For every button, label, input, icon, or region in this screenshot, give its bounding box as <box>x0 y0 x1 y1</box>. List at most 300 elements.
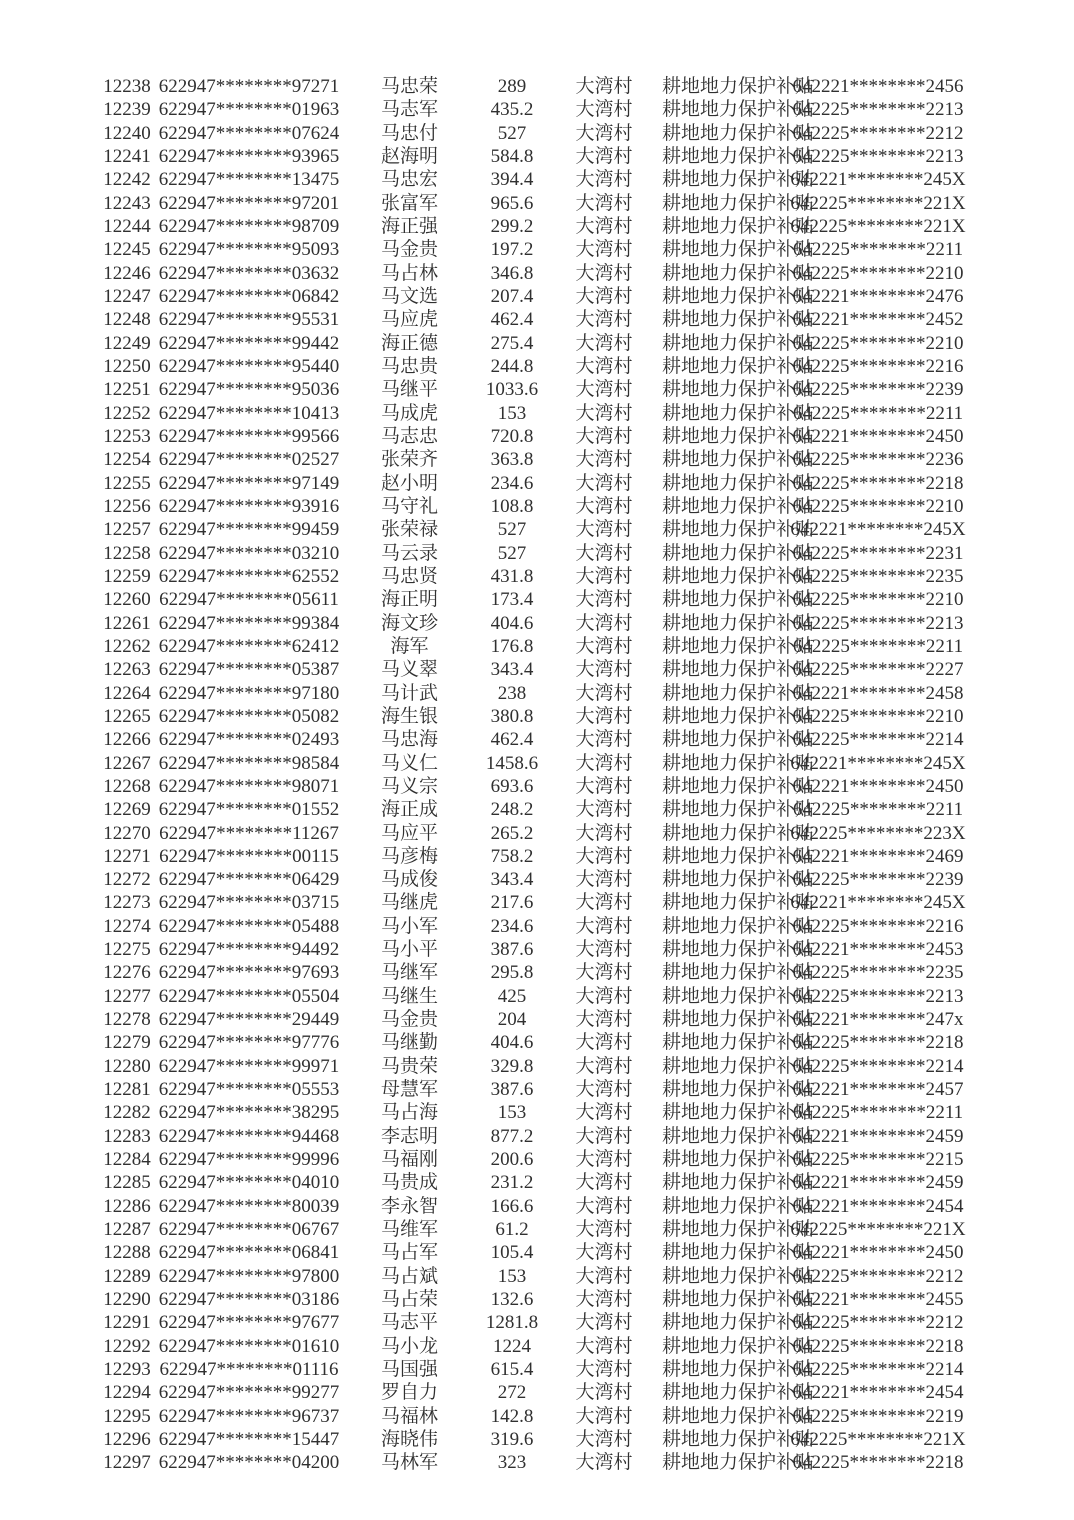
cell-village: 大湾村 <box>575 542 633 564</box>
cell-amount: 1224 <box>493 1335 531 1357</box>
cell-subsidy-type: 耕地地力保护补贴 <box>662 589 815 611</box>
cell-bank-account: 642221********2476 <box>792 285 964 307</box>
cell-name: 马彦梅 <box>380 845 438 867</box>
cell-bank-account: 642225********2216 <box>792 355 964 377</box>
cell-village: 大湾村 <box>575 822 633 844</box>
cell-row-number: 12265 <box>103 705 151 727</box>
cell-bank-account: 642225********2211 <box>792 402 964 424</box>
cell-village: 大湾村 <box>575 495 633 517</box>
cell-name: 马占斌 <box>380 1265 438 1287</box>
table-row <box>0 565 1074 588</box>
cell-amount: 173.4 <box>490 589 534 611</box>
cell-name: 海正强 <box>380 215 438 237</box>
cell-row-number: 12264 <box>103 682 151 704</box>
cell-bank-account: 642221********2458 <box>792 682 964 704</box>
cell-subsidy-type: 耕地地力保护补贴 <box>662 915 815 937</box>
cell-village: 大湾村 <box>575 379 633 401</box>
cell-id-number: 622947********03186 <box>158 1289 340 1311</box>
cell-row-number: 12249 <box>103 332 151 354</box>
cell-subsidy-type: 耕地地力保护补贴 <box>662 1219 815 1241</box>
table-row <box>0 588 1074 611</box>
cell-name: 马占海 <box>380 1102 438 1124</box>
cell-subsidy-type: 耕地地力保护补贴 <box>662 1009 815 1031</box>
cell-subsidy-type: 耕地地力保护补贴 <box>662 332 815 354</box>
cell-id-number: 622947********62552 <box>158 565 340 587</box>
cell-amount: 1281.8 <box>485 1312 539 1334</box>
cell-row-number: 12247 <box>103 285 151 307</box>
cell-bank-account: 642225********2219 <box>792 1405 964 1427</box>
cell-subsidy-type: 耕地地力保护补贴 <box>662 1359 815 1381</box>
table-row <box>0 1381 1074 1404</box>
cell-row-number: 12250 <box>103 355 151 377</box>
cell-name: 海文珍 <box>380 612 438 634</box>
cell-bank-account: 642225********2210 <box>792 495 964 517</box>
cell-bank-account: 642225********2218 <box>792 1032 964 1054</box>
cell-village: 大湾村 <box>575 1405 633 1427</box>
cell-row-number: 12239 <box>103 99 151 121</box>
cell-bank-account: 642221********2455 <box>792 1289 964 1311</box>
cell-subsidy-type: 耕地地力保护补贴 <box>662 519 815 541</box>
cell-village: 大湾村 <box>575 659 633 681</box>
cell-name: 马文选 <box>380 285 438 307</box>
cell-row-number: 12279 <box>103 1032 151 1054</box>
cell-bank-account: 642225********2218 <box>792 1335 964 1357</box>
cell-village: 大湾村 <box>575 799 633 821</box>
cell-row-number: 12254 <box>103 449 151 471</box>
cell-amount: 1033.6 <box>485 379 539 401</box>
table-row <box>0 1218 1074 1241</box>
cell-amount: 343.4 <box>490 869 534 891</box>
cell-id-number: 622947********05082 <box>158 705 340 727</box>
cell-id-number: 622947********02493 <box>158 729 340 751</box>
cell-village: 大湾村 <box>575 76 633 97</box>
table-row <box>0 1335 1074 1358</box>
cell-id-number: 622947********15447 <box>158 1429 340 1451</box>
cell-row-number: 12269 <box>103 799 151 821</box>
cell-bank-account: 642225********2214 <box>792 1359 964 1381</box>
cell-village: 大湾村 <box>575 169 633 191</box>
cell-subsidy-type: 耕地地力保护补贴 <box>662 239 815 261</box>
cell-bank-account: 642221********2450 <box>792 775 964 797</box>
cell-id-number: 622947********93965 <box>158 145 340 167</box>
table-row <box>0 658 1074 681</box>
cell-amount: 329.8 <box>490 1055 534 1077</box>
cell-village: 大湾村 <box>575 1125 633 1147</box>
cell-bank-account: 642221********2456 <box>792 76 964 97</box>
cell-bank-account: 642221********2450 <box>792 1242 964 1264</box>
cell-row-number: 12288 <box>103 1242 151 1264</box>
cell-amount: 615.4 <box>490 1359 534 1381</box>
cell-amount: 877.2 <box>490 1125 534 1147</box>
cell-village: 大湾村 <box>575 192 633 214</box>
cell-name: 罗自力 <box>380 1382 438 1404</box>
cell-id-number: 622947********06842 <box>158 285 340 307</box>
cell-name: 马小龙 <box>380 1335 438 1357</box>
cell-amount: 758.2 <box>490 845 534 867</box>
cell-name: 马继勤 <box>380 1032 438 1054</box>
cell-row-number: 12291 <box>103 1312 151 1334</box>
cell-name: 马占林 <box>380 262 438 284</box>
cell-name: 马志忠 <box>380 425 438 447</box>
table-row <box>0 1311 1074 1334</box>
cell-amount: 435.2 <box>490 99 534 121</box>
cell-row-number: 12268 <box>103 775 151 797</box>
cell-name: 张荣禄 <box>380 519 438 541</box>
cell-bank-account: 642225********2211 <box>792 1102 964 1124</box>
cell-amount: 387.6 <box>490 939 534 961</box>
table-row <box>0 1241 1074 1264</box>
cell-amount: 142.8 <box>490 1405 534 1427</box>
cell-name: 马国强 <box>380 1359 438 1381</box>
cell-village: 大湾村 <box>575 915 633 937</box>
cell-row-number: 12263 <box>103 659 151 681</box>
cell-id-number: 622947********05504 <box>158 985 340 1007</box>
table-row <box>0 822 1074 845</box>
cell-subsidy-type: 耕地地力保护补贴 <box>662 659 815 681</box>
cell-village: 大湾村 <box>575 1195 633 1217</box>
cell-row-number: 12252 <box>103 402 151 424</box>
cell-amount: 394.4 <box>490 169 534 191</box>
cell-bank-account: 642225********2210 <box>792 262 964 284</box>
cell-bank-account: 642221********2459 <box>792 1172 964 1194</box>
cell-id-number: 622947********93916 <box>158 495 340 517</box>
table-row <box>0 728 1074 751</box>
cell-bank-account: 642221********2453 <box>792 939 964 961</box>
cell-name: 马贵成 <box>380 1172 438 1194</box>
table-row <box>0 145 1074 168</box>
cell-bank-account: 642221********245X <box>790 169 966 191</box>
cell-bank-account: 642225********2213 <box>792 99 964 121</box>
cell-id-number: 622947********95440 <box>158 355 340 377</box>
table-row <box>0 378 1074 401</box>
cell-name: 马应平 <box>380 822 438 844</box>
cell-id-number: 622947********99277 <box>158 1382 340 1404</box>
cell-row-number: 12283 <box>103 1125 151 1147</box>
table-row <box>0 425 1074 448</box>
cell-village: 大湾村 <box>575 262 633 284</box>
cell-name: 马计武 <box>380 682 438 704</box>
cell-amount: 204 <box>497 1009 527 1031</box>
cell-row-number: 12280 <box>103 1055 151 1077</box>
cell-village: 大湾村 <box>575 99 633 121</box>
cell-bank-account: 642225********2235 <box>792 962 964 984</box>
cell-name: 马云录 <box>380 542 438 564</box>
cell-village: 大湾村 <box>575 1079 633 1101</box>
cell-name: 马金贵 <box>380 1009 438 1031</box>
table-row <box>0 495 1074 518</box>
cell-village: 大湾村 <box>575 1312 633 1334</box>
cell-subsidy-type: 耕地地力保护补贴 <box>662 869 815 891</box>
cell-amount: 207.4 <box>490 285 534 307</box>
cell-subsidy-type: 耕地地力保护补贴 <box>662 705 815 727</box>
cell-subsidy-type: 耕地地力保护补贴 <box>662 845 815 867</box>
cell-subsidy-type: 耕地地力保护补贴 <box>662 1079 815 1101</box>
cell-subsidy-type: 耕地地力保护补贴 <box>662 939 815 961</box>
cell-subsidy-type: 耕地地力保护补贴 <box>662 1172 815 1194</box>
table-row <box>0 308 1074 331</box>
cell-amount: 289 <box>497 76 527 97</box>
cell-subsidy-type: 耕地地力保护补贴 <box>662 1195 815 1217</box>
cell-id-number: 622947********97800 <box>158 1265 340 1287</box>
cell-village: 大湾村 <box>575 939 633 961</box>
cell-amount: 244.8 <box>490 355 534 377</box>
cell-row-number: 12295 <box>103 1405 151 1427</box>
cell-row-number: 12251 <box>103 379 151 401</box>
cell-row-number: 12278 <box>103 1009 151 1031</box>
cell-subsidy-type: 耕地地力保护补贴 <box>662 1289 815 1311</box>
cell-bank-account: 642225********2236 <box>792 449 964 471</box>
table-row <box>0 355 1074 378</box>
cell-village: 大湾村 <box>575 239 633 261</box>
cell-name: 海正成 <box>380 799 438 821</box>
cell-bank-account: 642225********2210 <box>792 332 964 354</box>
table-row <box>0 915 1074 938</box>
cell-id-number: 622947********01116 <box>159 1359 339 1381</box>
cell-name: 马志军 <box>380 99 438 121</box>
table-row <box>0 961 1074 984</box>
cell-id-number: 622947********98709 <box>158 215 340 237</box>
table-row <box>0 1171 1074 1194</box>
table-row <box>0 98 1074 121</box>
cell-subsidy-type: 耕地地力保护补贴 <box>662 122 815 144</box>
cell-village: 大湾村 <box>575 1429 633 1451</box>
cell-id-number: 622947********98584 <box>158 752 340 774</box>
cell-subsidy-type: 耕地地力保护补贴 <box>662 169 815 191</box>
cell-bank-account: 642221********245X <box>790 892 966 914</box>
cell-subsidy-type: 耕地地力保护补贴 <box>662 495 815 517</box>
cell-subsidy-type: 耕地地力保护补贴 <box>662 682 815 704</box>
cell-name: 海军 <box>390 635 429 657</box>
cell-village: 大湾村 <box>575 845 633 867</box>
cell-bank-account: 642225********2213 <box>792 145 964 167</box>
cell-bank-account: 642225********2214 <box>792 729 964 751</box>
cell-amount: 200.6 <box>490 1149 534 1171</box>
cell-village: 大湾村 <box>575 1032 633 1054</box>
table-row <box>0 192 1074 215</box>
cell-bank-account: 642221********245X <box>790 519 966 541</box>
cell-subsidy-type: 耕地地力保护补贴 <box>662 1335 815 1357</box>
cell-row-number: 12285 <box>103 1172 151 1194</box>
cell-row-number: 12261 <box>103 612 151 634</box>
cell-bank-account: 642225********2216 <box>792 915 964 937</box>
cell-row-number: 12289 <box>103 1265 151 1287</box>
cell-row-number: 12238 <box>103 76 151 97</box>
cell-subsidy-type: 耕地地力保护补贴 <box>662 635 815 657</box>
cell-subsidy-type: 耕地地力保护补贴 <box>662 1382 815 1404</box>
cell-name: 马忠海 <box>380 729 438 751</box>
cell-row-number: 12240 <box>103 122 151 144</box>
cell-subsidy-type: 耕地地力保护补贴 <box>662 1149 815 1171</box>
cell-row-number: 12273 <box>103 892 151 914</box>
cell-name: 马忠贵 <box>380 355 438 377</box>
cell-id-number: 622947********06767 <box>158 1219 340 1241</box>
cell-name: 海晓伟 <box>380 1429 438 1451</box>
cell-amount: 343.4 <box>490 659 534 681</box>
cell-row-number: 12260 <box>103 589 151 611</box>
cell-bank-account: 642225********2239 <box>792 869 964 891</box>
cell-amount: 363.8 <box>490 449 534 471</box>
cell-name: 母慧军 <box>380 1079 438 1101</box>
cell-amount: 720.8 <box>490 425 534 447</box>
cell-subsidy-type: 耕地地力保护补贴 <box>662 565 815 587</box>
cell-row-number: 12290 <box>103 1289 151 1311</box>
cell-name: 马林军 <box>380 1452 438 1474</box>
cell-amount: 272 <box>497 1382 527 1404</box>
cell-row-number: 12270 <box>103 822 151 844</box>
cell-id-number: 622947********10413 <box>158 402 340 424</box>
cell-row-number: 12266 <box>103 729 151 751</box>
cell-village: 大湾村 <box>575 985 633 1007</box>
table-row <box>0 518 1074 541</box>
cell-bank-account: 642221********2457 <box>792 1079 964 1101</box>
cell-amount: 153 <box>497 1102 527 1124</box>
cell-name: 马志平 <box>380 1312 438 1334</box>
table-row <box>0 775 1074 798</box>
table-row <box>0 1358 1074 1381</box>
cell-id-number: 622947********04200 <box>158 1452 340 1474</box>
cell-amount: 234.6 <box>490 915 534 937</box>
cell-row-number: 12253 <box>103 425 151 447</box>
cell-subsidy-type: 耕地地力保护补贴 <box>662 192 815 214</box>
cell-bank-account: 642225********2218 <box>792 472 964 494</box>
cell-bank-account: 642225********2213 <box>792 985 964 1007</box>
cell-id-number: 622947********80039 <box>158 1195 340 1217</box>
cell-village: 大湾村 <box>575 449 633 471</box>
cell-id-number: 622947********06841 <box>158 1242 340 1264</box>
cell-row-number: 12248 <box>103 309 151 331</box>
cell-name: 赵小明 <box>380 472 438 494</box>
cell-row-number: 12245 <box>103 239 151 261</box>
cell-id-number: 622947********38295 <box>158 1102 340 1124</box>
cell-village: 大湾村 <box>575 1289 633 1311</box>
cell-bank-account: 642225********2239 <box>792 379 964 401</box>
cell-name: 马义仁 <box>380 752 438 774</box>
cell-amount: 217.6 <box>490 892 534 914</box>
table-row <box>0 1195 1074 1218</box>
cell-id-number: 622947********04010 <box>158 1172 340 1194</box>
cell-name: 海生银 <box>380 705 438 727</box>
cell-subsidy-type: 耕地地力保护补贴 <box>662 99 815 121</box>
table-row <box>0 1405 1074 1428</box>
cell-row-number: 12297 <box>103 1452 151 1474</box>
cell-village: 大湾村 <box>575 1242 633 1264</box>
cell-id-number: 622947********99971 <box>158 1055 340 1077</box>
cell-name: 马继军 <box>380 962 438 984</box>
cell-amount: 584.8 <box>490 145 534 167</box>
table-row <box>0 1265 1074 1288</box>
cell-subsidy-type: 耕地地力保护补贴 <box>662 1429 815 1451</box>
cell-amount: 462.4 <box>490 309 534 331</box>
cell-bank-account: 642225********2212 <box>792 1312 964 1334</box>
cell-village: 大湾村 <box>575 332 633 354</box>
cell-id-number: 622947********62412 <box>158 635 340 657</box>
cell-name: 马维军 <box>380 1219 438 1241</box>
cell-amount: 176.8 <box>490 635 534 657</box>
cell-amount: 404.6 <box>490 1032 534 1054</box>
cell-amount: 153 <box>497 402 527 424</box>
cell-village: 大湾村 <box>575 565 633 587</box>
cell-subsidy-type: 耕地地力保护补贴 <box>662 262 815 284</box>
cell-id-number: 622947********96737 <box>158 1405 340 1427</box>
table-row <box>0 1125 1074 1148</box>
cell-subsidy-type: 耕地地力保护补贴 <box>662 379 815 401</box>
cell-subsidy-type: 耕地地力保护补贴 <box>662 1102 815 1124</box>
cell-name: 马继生 <box>380 985 438 1007</box>
cell-amount: 265.2 <box>490 822 534 844</box>
table-row <box>0 868 1074 891</box>
table-row <box>0 1031 1074 1054</box>
cell-village: 大湾村 <box>575 122 633 144</box>
cell-name: 马成俊 <box>380 869 438 891</box>
table-row <box>0 168 1074 191</box>
cell-subsidy-type: 耕地地力保护补贴 <box>662 145 815 167</box>
cell-row-number: 12259 <box>103 565 151 587</box>
table-row <box>0 285 1074 308</box>
table-row <box>0 1008 1074 1031</box>
cell-village: 大湾村 <box>575 892 633 914</box>
table-row <box>0 798 1074 821</box>
table-row <box>0 1078 1074 1101</box>
cell-subsidy-type: 耕地地力保护补贴 <box>662 1405 815 1427</box>
table-row <box>0 402 1074 425</box>
cell-subsidy-type: 耕地地力保护补贴 <box>662 1055 815 1077</box>
table-row <box>0 472 1074 495</box>
cell-subsidy-type: 耕地地力保护补贴 <box>662 822 815 844</box>
cell-village: 大湾村 <box>575 1265 633 1287</box>
cell-id-number: 622947********02527 <box>158 449 340 471</box>
cell-amount: 387.6 <box>490 1079 534 1101</box>
cell-id-number: 622947********03715 <box>158 892 340 914</box>
cell-id-number: 622947********95093 <box>158 239 340 261</box>
cell-row-number: 12293 <box>103 1359 151 1381</box>
cell-subsidy-type: 耕地地力保护补贴 <box>662 752 815 774</box>
cell-row-number: 12274 <box>103 915 151 937</box>
cell-name: 马占军 <box>380 1242 438 1264</box>
cell-village: 大湾村 <box>575 285 633 307</box>
cell-name: 赵海明 <box>380 145 438 167</box>
cell-subsidy-type: 耕地地力保护补贴 <box>662 1452 815 1474</box>
cell-amount: 965.6 <box>490 192 534 214</box>
cell-village: 大湾村 <box>575 1335 633 1357</box>
cell-name: 马金贵 <box>380 239 438 261</box>
cell-subsidy-type: 耕地地力保护补贴 <box>662 775 815 797</box>
cell-village: 大湾村 <box>575 1382 633 1404</box>
cell-bank-account: 642221********2450 <box>792 425 964 447</box>
cell-name: 马应虎 <box>380 309 438 331</box>
cell-subsidy-type: 耕地地力保护补贴 <box>662 76 815 97</box>
cell-village: 大湾村 <box>575 1452 633 1474</box>
cell-name: 马福林 <box>380 1405 438 1427</box>
cell-name: 张富军 <box>380 192 438 214</box>
cell-bank-account: 642225********2212 <box>792 1265 964 1287</box>
cell-row-number: 12243 <box>103 192 151 214</box>
table-row <box>0 1288 1074 1311</box>
cell-amount: 527 <box>497 542 527 564</box>
cell-id-number: 622947********01963 <box>158 99 340 121</box>
table-row <box>0 612 1074 635</box>
cell-village: 大湾村 <box>575 1359 633 1381</box>
cell-name: 马继平 <box>380 379 438 401</box>
cell-id-number: 622947********05387 <box>158 659 340 681</box>
table-row <box>0 752 1074 775</box>
cell-bank-account: 642221********2459 <box>792 1125 964 1147</box>
cell-bank-account: 642225********2215 <box>792 1149 964 1171</box>
cell-row-number: 12272 <box>103 869 151 891</box>
cell-id-number: 622947********99996 <box>158 1149 340 1171</box>
cell-subsidy-type: 耕地地力保护补贴 <box>662 962 815 984</box>
table-row <box>0 542 1074 565</box>
cell-id-number: 622947********97677 <box>158 1312 340 1334</box>
